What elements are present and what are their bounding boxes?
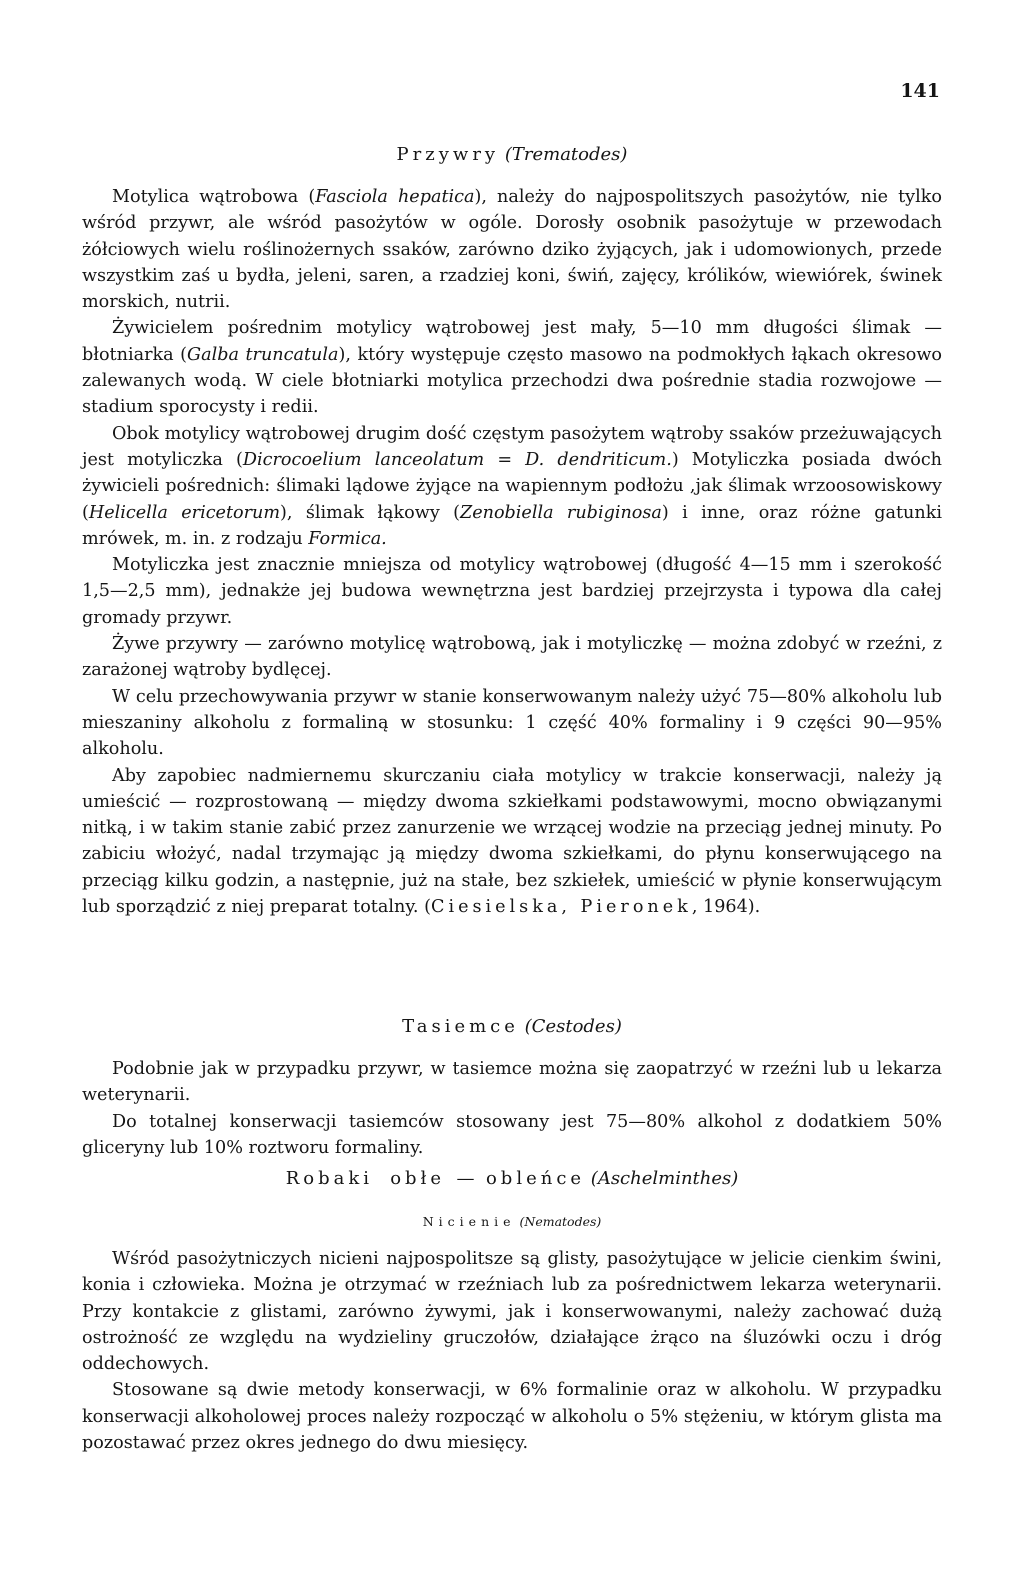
section-title: Tasiemce: [402, 1016, 519, 1037]
paragraph: Motyliczka jest znacznie mniejsza od motylicy wątrobowej (długość 4—15 mm i szerokość 1,5—2,5 mm), jednakże jej budowa wewnętrzna jest bardziej przejrzysta i typowa dla całej gromady przywr.: [82, 555, 942, 628]
paragraph: Aby zapobiec nadmiernemu skurczaniu ciała motylicy w trakcie konserwacji, należy ją umieścić — rozprostowaną — między dwoma szkiełkami podstawowymi, mocno obwiązanymi nitką, i w takim stanie zabić przez zanurzenie we wrzącej wodzie na przeciąg jednej minuty. Po zabiciu włożyć, nadal trzymając ją między dwoma szkiełkami, do płynu konserwującego na przeciąg kilku godzin, a następnie, już na stałe, bez szkiełek, umieścić w płynie konserwującym lub sporządzić z niej preparat totalny. (Ciesielska, Pieronek, 1964).: [82, 765, 942, 918]
section-title-latin: (Trematodes): [504, 144, 628, 165]
section-title-latin: (Cestodes): [524, 1016, 622, 1037]
section-body-nematodes: [82, 1246, 942, 1456]
section-title-latin: (Aschelminthes): [590, 1168, 739, 1189]
section-body-cestodes: [82, 1056, 942, 1161]
paragraph: Wśród pasożytniczych nicieni najpospolitsze są glisty, pasożytujące w jelicie cienkim świni, konia i człowieka. Można je otrzymać w rzeźniach lub za pośrednictwem lekarza weterynarii. Przy kontakcie z glistami, zarówno żywymi, jak i konserwowanymi, należy zachować dużą ostrożność ze względu na wydzieliny gruczołów, działające żrąco na śluzówki oczu i dróg oddechowych.: [82, 1249, 942, 1375]
paragraph: Żywicielem pośrednim motylicy wątrobowej jest mały, 5—10 mm długości ślimak — błotniarka (Galba truncatula), który występuje często masowo na podmokłych łąkach okresowo zalewanych wodą. W ciele błotniarki motylica przechodzi dwa pośrednie stadia rozwojowe — stadium sporocysty i redii.: [82, 318, 943, 418]
paragraph: Żywe przywry — zarówno motylicę wątrobową, jak i motyliczkę — można zdobyć w rzeźni, z zarażonej wątroby bydlęcej.: [82, 634, 942, 681]
paragraph: W celu przechowywania przywr w stanie konserwowanym należy użyć 75—80% alkoholu lub mieszaniny alkoholu z formaliną w stosunku: 1 część 40% formaliny i 9 części 90—95% alkoholu.: [82, 686, 942, 760]
section-title: Przywry: [396, 144, 500, 165]
section-heading-trematodes: [82, 144, 942, 165]
section-heading-cestodes: [82, 1016, 942, 1037]
subsection-title-latin: (Nematodes): [519, 1214, 602, 1229]
paragraph: Obok motylicy wątrobowej drugim dość częstym pasożytem wątroby ssaków przeżuwających jest motyliczka (Dicrocoelium lanceolatum = D. dendriticum.) Motyliczka posiada dwóch żywicieli pośrednich: ślimaki lądowe żyjące na wapiennym podłożu ,jak ślimak wrzoosowiskowy (Helicella ericetorum), ślimak łąkowy (Zenobiella rubiginosa) i inne, oraz różne gatunki mrówek, m. in. z rodzaju Formica.: [82, 423, 943, 549]
page-number: 141: [900, 80, 940, 102]
paragraph: Do totalnej konserwacji tasiemców stosowany jest 75—80% alkohol z dodatkiem 50% gliceryny lub 10% roztworu formaliny.: [82, 1111, 942, 1158]
section-body-trematodes: [82, 184, 942, 920]
paragraph: Stosowane są dwie metody konserwacji, w 6% formalinie oraz w alkoholu. W przypadku konserwacji alkoholowej proces należy rozpocząć w alkoholu o 5% stężeniu, w którym glista ma pozostawać przez okres jednego do dwu miesięcy.: [82, 1380, 942, 1454]
paragraph: Podobnie jak w przypadku przywr, w tasiemce można się zaopatrzyć w rzeźni lub u lekarza weterynarii.: [82, 1059, 942, 1106]
subsection-title: Nicienie: [422, 1214, 516, 1229]
subsection-heading-nematodes: [82, 1214, 942, 1229]
paragraph: Motylica wątrobowa (Fasciola hepatica), należy do najpospolitszych pasożytów, nie tylko wśród przywr, ale wśród pasożytów w ogóle. Dorosły osobnik pasożytuje w przewodach żółciowych wielu roślinożernych ssaków, zarówno dziko żyjących, jak i udomowionych, przede wszystkim zaś u bydła, jeleni, saren, a rzadziej koni, świń, zajęcy, królików, wiewiórek, świnek morskich, nutrii.: [82, 187, 942, 313]
section-heading-aschelminthes: Robaki obłe — obleńce (Aschelminthes): [285, 1168, 739, 1189]
